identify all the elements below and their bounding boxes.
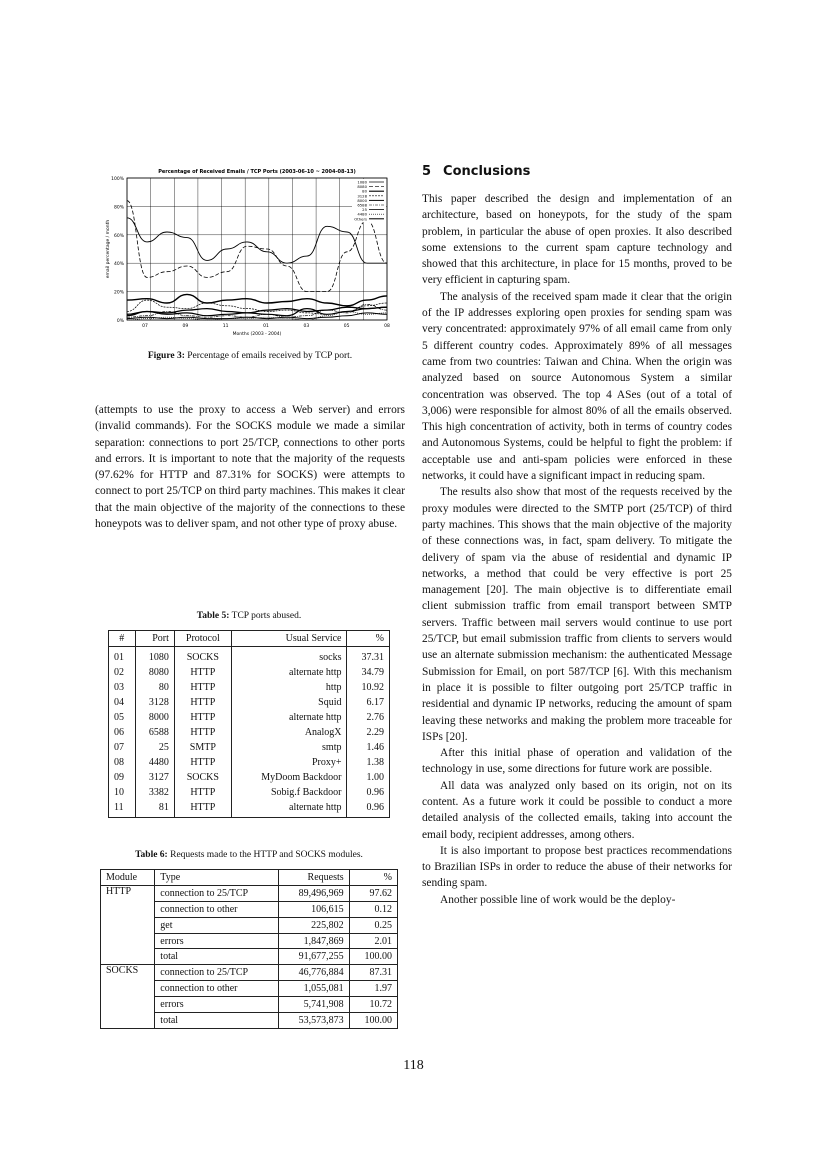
table-cell: connection to other: [155, 901, 279, 917]
table-cell: 100.00: [349, 949, 397, 965]
paragraph: It is also important to propose best practices recommendations to Brazilian ISPs in order to reduce the abuse of their networks for sending spam.: [422, 844, 732, 890]
table-cell: SMTP: [174, 740, 231, 755]
table-cell: connection to 25/TCP: [155, 965, 279, 981]
y-tick-label: 100%: [111, 177, 124, 182]
table-cell: socks: [231, 646, 347, 664]
table-5-caption-label: Table 5:: [196, 611, 230, 621]
table-cell: smtp: [231, 740, 347, 755]
legend-label: 6588: [357, 202, 367, 208]
col-header: Protocol: [174, 631, 231, 647]
y-tick-label: 0%: [116, 319, 124, 324]
table-cell: 80: [135, 680, 174, 695]
conclusions-text: [422, 191, 732, 908]
table-cell: HTTP: [174, 710, 231, 725]
table-cell: get: [155, 917, 279, 933]
legend-label: 8000: [357, 197, 367, 203]
table-cell: 46,776,884: [279, 965, 349, 981]
table-cell: SOCKS: [174, 646, 231, 664]
table-cell: 81: [135, 800, 174, 817]
table-cell: 07: [109, 740, 136, 755]
table-cell: 106,615: [279, 901, 349, 917]
series-line-1080: [127, 218, 387, 263]
table-cell: http: [231, 680, 347, 695]
table-cell: 3382: [135, 785, 174, 800]
table-cell: total: [155, 949, 279, 965]
table-cell: 1,847,869: [279, 933, 349, 949]
table-6-caption-text: Requests made to the HTTP and SOCKS modules.: [167, 850, 363, 860]
section-title: Conclusions: [443, 164, 531, 179]
table-cell: 3127: [135, 770, 174, 785]
table-cell: 34.79: [347, 665, 390, 680]
y-tick-label: 60%: [113, 233, 124, 239]
y-tick-label: 80%: [113, 205, 124, 211]
legend-label: 80: [362, 188, 367, 194]
table-cell: 6.17: [347, 695, 390, 710]
line-chart: [95, 160, 400, 355]
table-row: [109, 740, 390, 755]
y-axis-label: email percentage / month: [106, 219, 111, 279]
x-tick-label: 11: [222, 324, 229, 329]
table-cell: MyDoom Backdoor: [231, 770, 347, 785]
paragraph: The results also show that most of the requests received by the proxy modules were directed to the SMTP port (25/TCP) of third party machines. This shows that the main objective of the majority of these connections was, in fact, spam delivery. To mitigate the delivery of spam via the abuse of residential and dynamic IP networks, a method that could be very effective is port 25 management [20]. The main objective is to differentiate email client submission traffic from email transport between SMTP servers. Traffic between mail servers would continue to use port 25/TCP, but email submission traffic from clients to servers would use an alternate submission mechanism: the authenticated Message Submission for Email, on port 587/TCP [6]. With this mechanism in place it is possible to filter outgoing port 25/TCP traffic in residential and dynamic IP networks, reducing the amount of spam leaving these networks and making the problem more traceable for ISPs [20].: [422, 486, 732, 743]
table-cell: SOCKS: [174, 770, 231, 785]
x-tick-label: 08: [384, 324, 390, 329]
table-cell: errors: [155, 933, 279, 949]
table-row: [109, 755, 390, 770]
x-tick-label: 05: [343, 324, 350, 329]
col-header: Module: [101, 870, 155, 886]
table-row: [109, 646, 390, 664]
table-row: [109, 665, 390, 680]
table-cell: HTTP: [174, 680, 231, 695]
table-cell: 25: [135, 740, 174, 755]
table-cell: HTTP: [174, 695, 231, 710]
table-cell: 05: [109, 710, 136, 725]
table-cell: alternate http: [231, 665, 347, 680]
section-number: 5: [422, 164, 432, 179]
legend-label: Others: [354, 216, 367, 222]
table-cell: 02: [109, 665, 136, 680]
table-row: [109, 800, 390, 817]
table-cell: 225,802: [279, 917, 349, 933]
table-row: [109, 725, 390, 740]
figure-3-chart: [95, 160, 400, 370]
table-cell: 2.01: [349, 933, 397, 949]
table-cell: Squid: [231, 695, 347, 710]
table-cell: 1.00: [347, 770, 390, 785]
plot-frame: [127, 178, 387, 320]
x-tick-label: 09: [182, 324, 189, 329]
table-header-row: [109, 631, 390, 647]
y-tick-label: 20%: [113, 290, 124, 296]
legend-label: 3128: [357, 193, 367, 199]
figure-caption-text: Percentage of emails received by TCP port.: [184, 351, 353, 361]
table-cell: HTTP: [174, 665, 231, 680]
series-line-8080: [127, 201, 387, 292]
table-cell: 1,055,081: [279, 981, 349, 997]
table-cell: 10.72: [349, 997, 397, 1013]
paragraph: After this initial phase of operation and validation of the technology in use, some directions for future work are possible.: [422, 747, 732, 776]
table-cell: 09: [109, 770, 136, 785]
paragraph: All data was analyzed only based on its origin, not on its content. As a future work it could be possible to conduct a more detailed analysis of the collected emails, taking into account the email body, recipient addresses, among others.: [422, 779, 732, 841]
table-cell: 3128: [135, 695, 174, 710]
table-row: [101, 965, 398, 981]
table-row: [109, 785, 390, 800]
table-6-caption: [100, 850, 398, 860]
table-cell: 100.00: [349, 1013, 397, 1029]
table-cell: 10: [109, 785, 136, 800]
page-number: 118: [403, 1058, 424, 1073]
table-header-row: [101, 870, 398, 886]
table-cell: 0.96: [347, 800, 390, 817]
table-cell: 08: [109, 755, 136, 770]
table-cell: 97.62: [349, 885, 397, 901]
table-cell: Sobig.f Backdoor: [231, 785, 347, 800]
module-cell: SOCKS: [101, 965, 155, 1029]
table-cell: 89,496,969: [279, 885, 349, 901]
table-row: [101, 885, 398, 901]
table-cell: 11: [109, 800, 136, 817]
table-cell: 1.38: [347, 755, 390, 770]
table-cell: connection to 25/TCP: [155, 885, 279, 901]
table-cell: 04: [109, 695, 136, 710]
table-cell: alternate http: [231, 710, 347, 725]
legend-label: 8080: [357, 184, 367, 190]
col-header: %: [347, 631, 390, 647]
table-cell: 2.76: [347, 710, 390, 725]
table-cell: connection to other: [155, 981, 279, 997]
section-heading: [422, 164, 530, 179]
table-5: [108, 630, 390, 818]
col-header: %: [349, 870, 397, 886]
table-cell: HTTP: [174, 800, 231, 817]
table-cell: 06: [109, 725, 136, 740]
table-cell: 0.12: [349, 901, 397, 917]
paragraph: (attempts to use the proxy to access a Web server) and errors (invalid commands). For the SOCKS module we made a similar separation: connections to port 25/TCP, connections to other ports and errors. It is important to note that the majority of the requests (97.62% for HTTP and 87.31% for SOCKS) were attempts to connect to port 25/TCP on third party machines. This makes it clear that the main objective of the majority of the connections to these honeypots was to deliver spam, and not other type of proxy abuse.: [95, 404, 405, 531]
table-6-caption-label: Table 6:: [135, 850, 168, 860]
x-tick-label: 01: [263, 324, 269, 329]
left-column-paragraph: [95, 402, 405, 532]
col-header: Port: [135, 631, 174, 647]
table-cell: 87.31: [349, 965, 397, 981]
table-cell: 0.25: [349, 917, 397, 933]
series-line-80: [127, 294, 387, 305]
table-cell: AnalogX: [231, 725, 347, 740]
col-header: #: [109, 631, 136, 647]
col-header: Requests: [279, 870, 349, 886]
x-axis-label: Months (2003 - 2004): [232, 332, 282, 337]
paragraph: This paper described the design and implementation of an architecture, based on honeypots, for the study of the spam problem, in particular the abuse of open proxies. It also described some extensions to the current spam capture technology and showed that this architecture, in place for 15 months, proved to be very efficient in capturing spam.: [422, 193, 732, 287]
y-tick-label: 40%: [113, 262, 124, 268]
table-cell: 4480: [135, 755, 174, 770]
table-cell: 53,573,873: [279, 1013, 349, 1029]
table-cell: total: [155, 1013, 279, 1029]
table-cell: 1.97: [349, 981, 397, 997]
table-cell: 5,741,908: [279, 997, 349, 1013]
paragraph: The analysis of the received spam made it clear that the origin of the IP addresses exploring open proxies for sending spam was very concentrated: approximately 97% of all email came from only 5 different country codes. Approximately 89% of all messages came from two countries: Taiwan and China. When the origin was analyzed based on source Autonomous System a similar concentration was observed. The top 4 ASes (out of a total of 3,006) were responsible for almost 80% of all the emails observed. This high concentration of activity, both in terms of country codes and Autonomous Systems, could be helpful to fight the problem: if acceptable use and anti-spam policies were enforced in these networks, it could have a significant impact in reducing spam.: [422, 290, 732, 483]
table-cell: 0.96: [347, 785, 390, 800]
figure-caption: [95, 351, 405, 361]
x-tick-label: 07: [142, 324, 148, 329]
legend-label: 25: [362, 207, 367, 213]
legend-label: 4480: [357, 211, 367, 217]
table-cell: HTTP: [174, 785, 231, 800]
x-tick-label: 03: [303, 324, 310, 329]
table-cell: 1080: [135, 646, 174, 664]
paragraph: Another possible line of work would be the deploy-: [440, 893, 676, 906]
col-header: Type: [155, 870, 279, 886]
figure-caption-label: Figure 3:: [147, 351, 185, 361]
table-row: [109, 695, 390, 710]
table-cell: alternate http: [231, 800, 347, 817]
table-cell: 1.46: [347, 740, 390, 755]
table-cell: 03: [109, 680, 136, 695]
table-row: [109, 770, 390, 785]
table-5-body: [109, 646, 390, 817]
table-cell: Proxy+: [231, 755, 347, 770]
table-cell: 37.31: [347, 646, 390, 664]
table-cell: 01: [109, 646, 136, 664]
table-6-body: [101, 885, 398, 1028]
table-cell: HTTP: [174, 725, 231, 740]
table-cell: errors: [155, 997, 279, 1013]
table-5-caption: [108, 611, 390, 621]
table-cell: 6588: [135, 725, 174, 740]
legend-label: 1080: [357, 179, 367, 185]
table-5-caption-text: TCP ports abused.: [229, 611, 302, 621]
table-cell: 8080: [135, 665, 174, 680]
chart-title: Percentage of Received Emails / TCP Ports (2003-06-10 ~ 2004-08-13): [158, 169, 356, 175]
table-row: [109, 710, 390, 725]
module-cell: HTTP: [101, 885, 155, 964]
table-row: [109, 680, 390, 695]
table-6: [100, 869, 398, 1029]
table-cell: 2.29: [347, 725, 390, 740]
table-cell: 10.92: [347, 680, 390, 695]
table-cell: 8000: [135, 710, 174, 725]
table-cell: 91,677,255: [279, 949, 349, 965]
col-header: Usual Service: [231, 631, 347, 647]
table-cell: HTTP: [174, 755, 231, 770]
